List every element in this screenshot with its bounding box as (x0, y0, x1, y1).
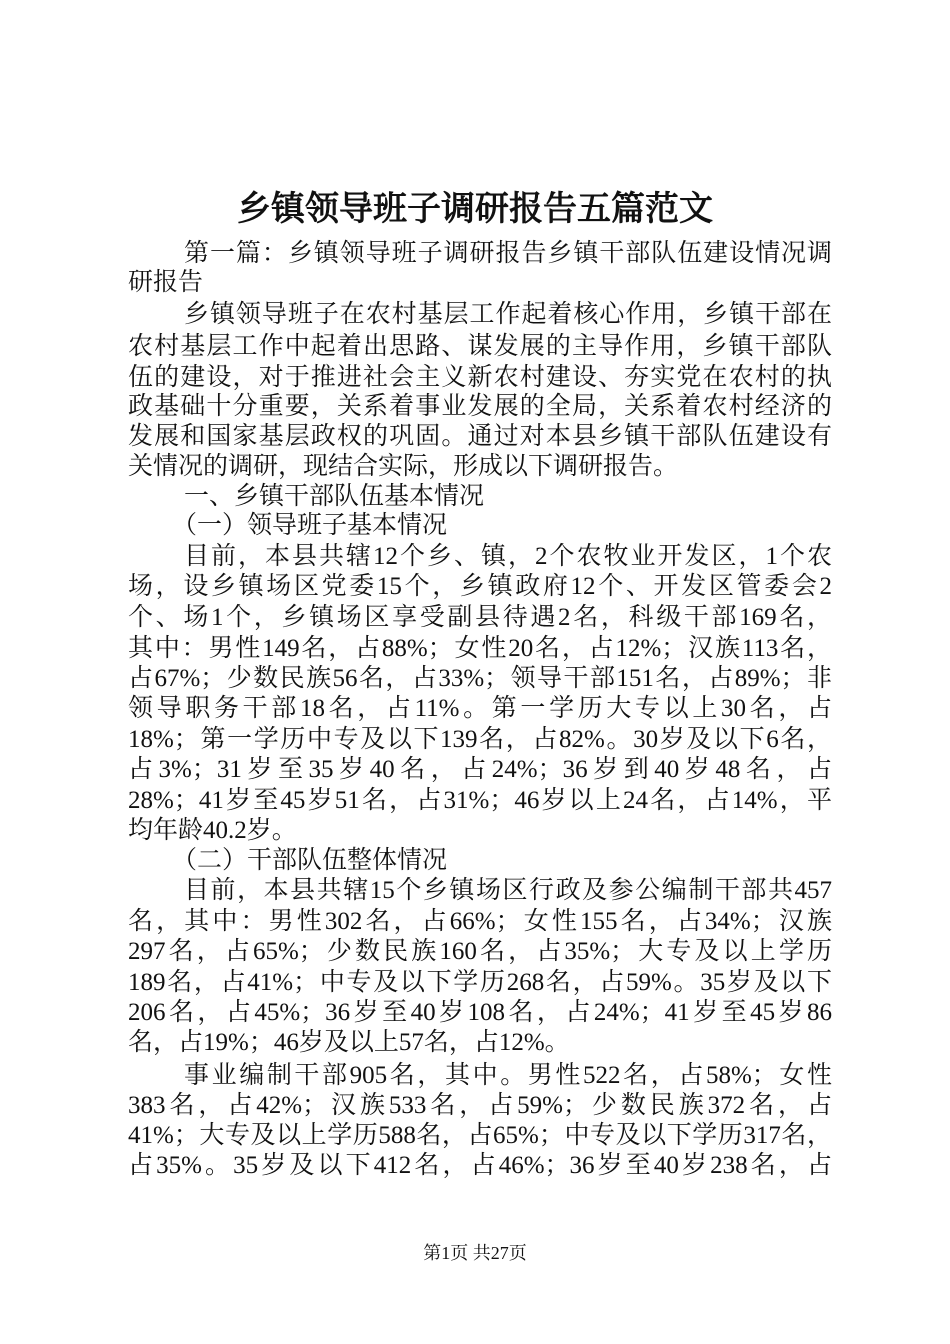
subsection-heading: （一）领导班子基本情况 (172, 512, 448, 539)
text-line: 政基础十分重要，关系着事业发展的全局，关系着农村经济的 (128, 393, 832, 420)
text-line: 41%；大专及以上学历588名，占65%；中专及以下学历317名， (128, 1122, 832, 1149)
text-line: 占67%；少数民族56名，占33%；领导干部151名，占89%；非 (128, 665, 832, 692)
text-line: 其中：男性149名，占88%；女性20名，占12%；汉族113名， (128, 635, 832, 662)
text-line: 名，其中：男性302名，占66%；女性155名，占34%；汉族 (128, 908, 832, 935)
text-line: 206名，占45%；36岁至40岁108名，占24%；41岁至45岁86 (128, 999, 832, 1026)
text-line: 场，设乡镇场区党委15个，乡镇政府12个、开发区管委会2 (128, 573, 832, 600)
text-line: 研报告 (128, 269, 204, 296)
page-number: 第1页 共27页 (423, 1243, 527, 1263)
text-line: 目前，本县共辖15个乡镇场区行政及参公编制干部共457 (184, 877, 832, 904)
text-line: 农村基层工作中起着出思路、谋发展的主导作用，乡镇干部队 (128, 333, 832, 360)
text-line: 关情况的调研，现结合实际，形成以下调研报告。 (128, 453, 679, 480)
text-line: 均年龄40.2岁。 (128, 817, 297, 844)
text-line: 名，占19%；46岁及以上57名，占12%。 (128, 1029, 570, 1056)
text-line: 383名，占42%；汉族533名，占59%；少数民族372名，占 (128, 1092, 832, 1119)
text-line: 189名，占41%；中专及以下学历268名，占59%。35岁及以下 (128, 969, 832, 996)
text-line: 28%；41岁至45岁51名，占31%；46岁以上24名，占14%，平 (128, 787, 832, 814)
text-line: 18%；第一学历中专及以下139名，占82%。30岁及以下6名， (128, 726, 832, 753)
document-title: 乡镇领导班子调研报告五篇范文 (237, 191, 713, 228)
text-line: 伍的建设，对于推进社会主义新农村建设、夯实党在农村的执 (128, 364, 832, 391)
text-line: 第一篇：乡镇领导班子调研报告乡镇干部队伍建设情况调 (184, 240, 832, 267)
text-line: 297名，占65%；少数民族160名，占35%；大专及以上学历 (128, 938, 832, 965)
text-line: 目前，本县共辖12个乡、镇，2个农牧业开发区，1个农 (184, 543, 832, 570)
text-line: 事业编制干部905名，其中。男性522名，占58%；女性 (184, 1062, 832, 1089)
text-line: 个、场1个，乡镇场区享受副县待遇2名，科级干部169名， (128, 604, 832, 631)
text-line: 发展和国家基层政权的巩固。通过对本县乡镇干部队伍建设有 (128, 423, 832, 450)
text-line: 领导职务干部18名，占11%。第一学历大专以上30名，占 (128, 695, 832, 722)
text-line: 占35%。35岁及以下412名，占46%；36岁至40岁238名，占 (128, 1152, 832, 1179)
text-line: 乡镇领导班子在农村基层工作起着核心作用，乡镇干部在 (184, 301, 832, 328)
section-heading: 一、乡镇干部队伍基本情况 (184, 483, 485, 510)
text-line: 占3%；31岁至35岁40名，占24%；36岁到40岁48名，占 (128, 756, 832, 783)
subsection-heading: （二）干部队伍整体情况 (172, 847, 448, 874)
